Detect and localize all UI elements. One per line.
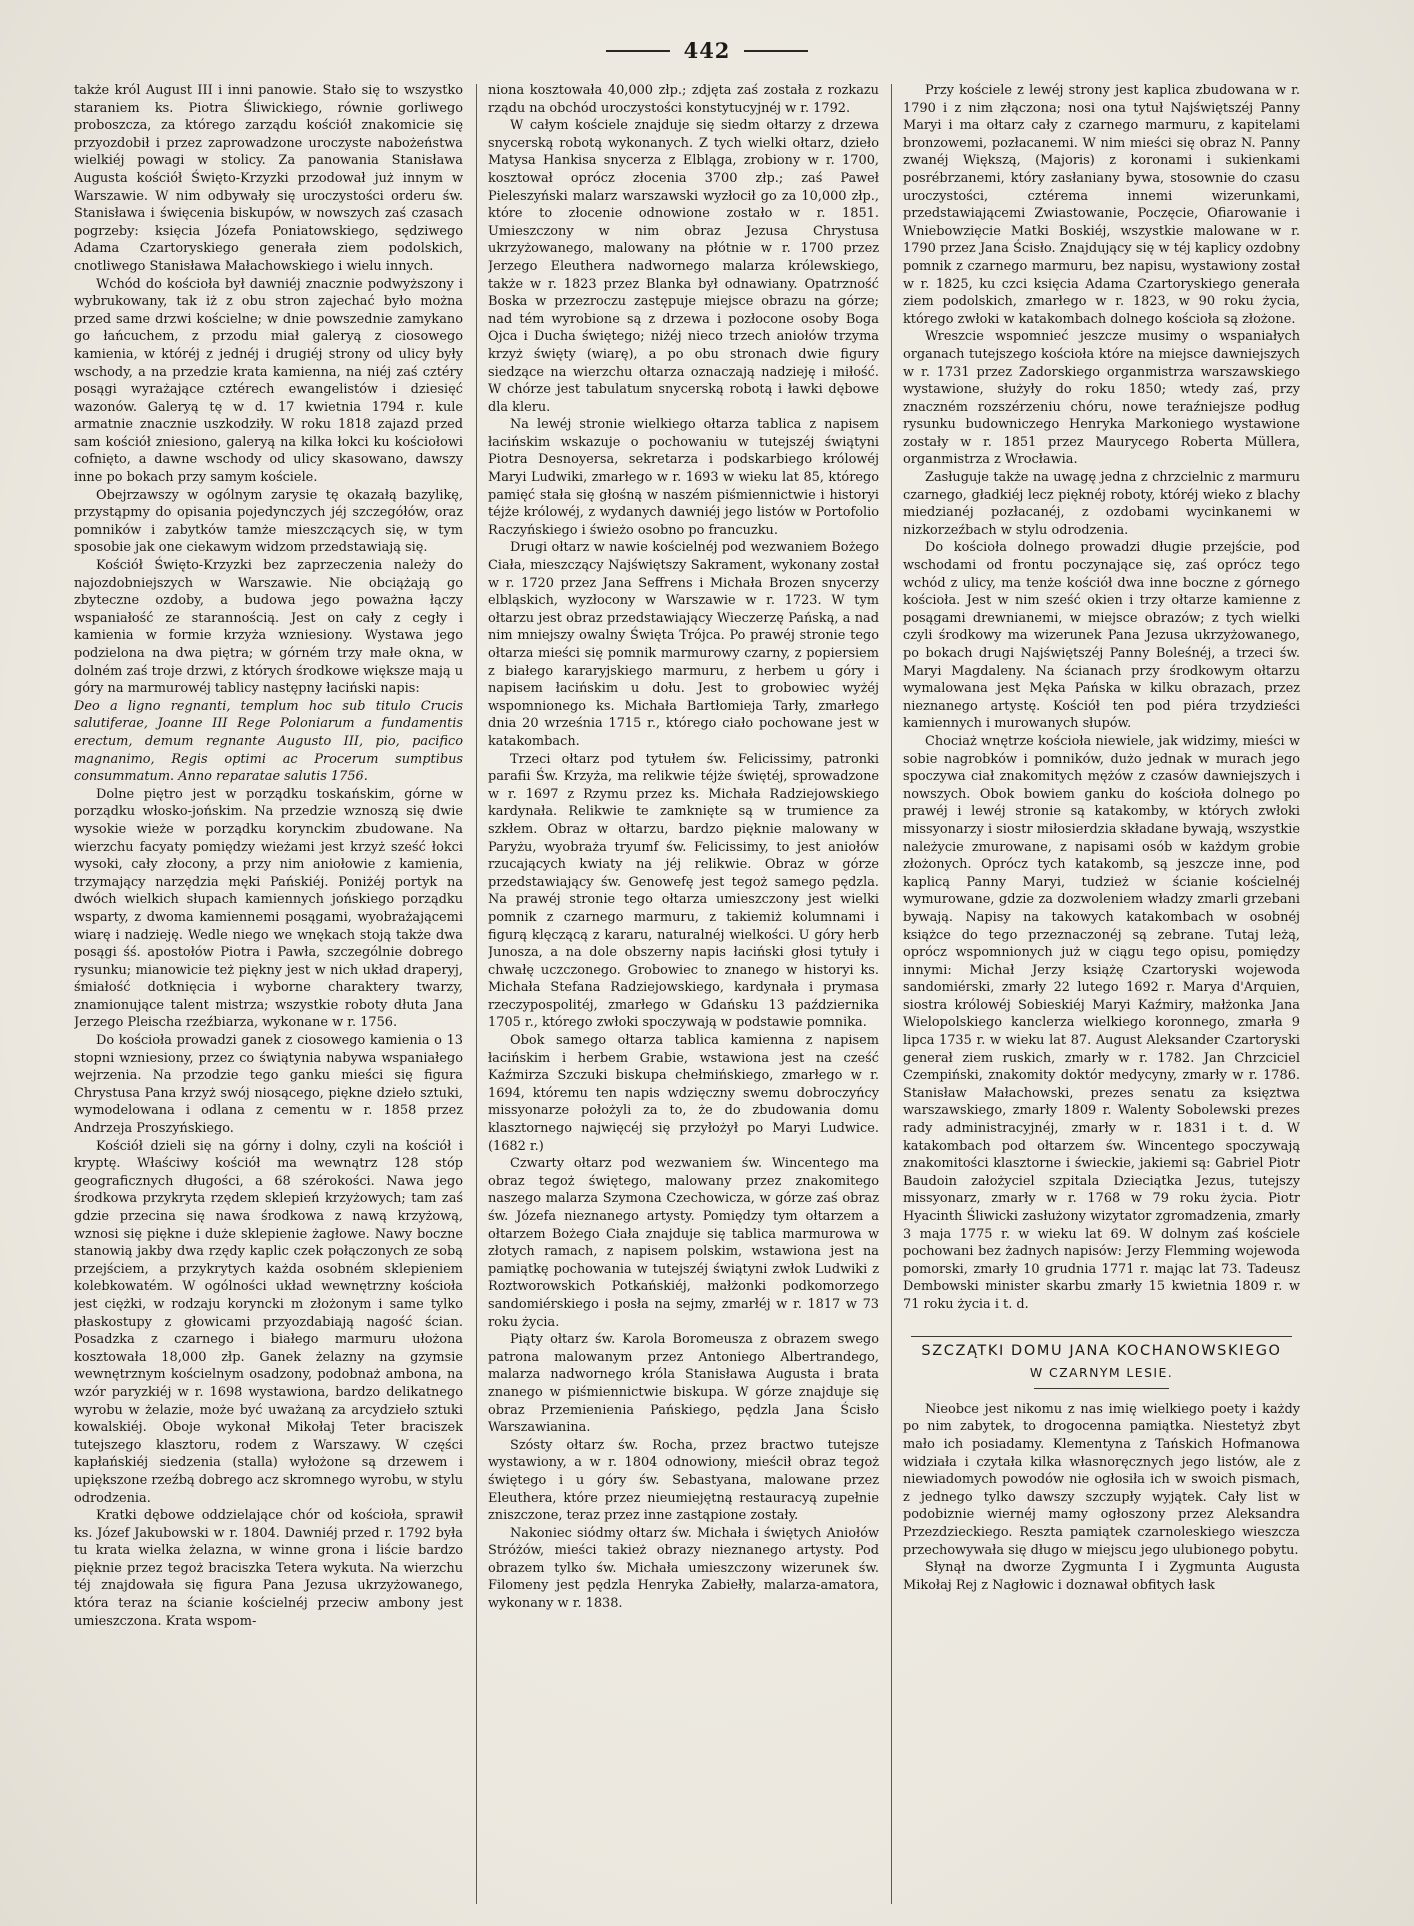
paragraph: W całym kościele znajduje się siedm ołtarzy z drzewa snycerską robotą wykonanych. Z tych wielki ołtarz, dzieło Matysa Hankisa snycerza z Elbląga, zrobiony w r. 1700, kosztował oprócz złocenia 3700 złp.; zaś Paweł Pieleszyński malarz warszawski wyzłocił go za 10,000 złp., które to złocenie odnowione zostało w r. 1851. Umieszczony w nim obraz Jezusa Chrystusa ukrzyżowanego, malowany na płótnie w r. 1700 przez Jerzego Eleuthera nadwornego malarza królewskiego, także w r. 1823 przez Blanka był odnawiany. Opatrzność Boska w przezroczu zastępuje miejsce obrazu na górze; nad tém wyrobione są z drzewa i pozłocone osoby Boga Ojca i Ducha świętego; niżéj nieco trzech aniołów trzyma krzyż święty (wiarę), a po obu stronach dwie figury siedzące na wierzchu ołtarza oznaczają nadzieję i miłość. W chórze jest tabulatum snycerską robotą i ławki dębowe dla kleru. — [488, 118, 879, 415]
paragraph: Chociaż wnętrze kościoła niewiele, jak widzimy, mieści w sobie nagrobków i pomników, dużo jednak w murach jego spoczywa ciał znakomitych mężów z czasów dawniejszych i nowszych. Obok bowiem ganku do kościoła dolnego po prawéj i lewéj stronie są katakomby, w których zwłoki missyonarzy i siostr miłosierdzia składane bywają, wszystkie należycie zmurowane, z napisami osób w każdym grobie złożonych. Oprócz tych katakomb, są jeszcze inne, pod kaplicą Panny Maryi, tudzież w ścianie kościelnéj wymurowane, gdzie za dozwoleniem władzy zmarli grzebani bywają. Napisy na takowych katakombach w osobnéj książce do tego przeznaczonéj są zebrane. Tutaj leżą, oprócz wspomnionych już w ciągu tego opisu, pomiędzy innymi: Michał Jerzy książę Czartoryski wojewoda sandomiérski, zmarły 22 lutego 1692 r. Marya d'Arquien, siostra królowéj Sobieskiéj Maryi Kaźmiry, małżonka Jana Wielopolskiego kanclerza wielkiego koronnego, zmarła 9 lipca 1735 r. w wieku lat 87. August Aleksander Czartoryski generał ziem ruskich, zmarły w r. 1782. Jan Chrzciciel Czempiński, znakomity doktór medycyny, zmarły w r. 1786. Stanisław Małachowski, prezes senatu za księztwa warszawskiego, zmarły 1809 r. Walenty Sobolewski prezes rady administracyjnéj, zmarły w r. 1831 i t. d. W katakombach pod ołtarzem św. Wincentego spoczywają znakomitości klasztorne i świeckie, jakiemi są: Gabriel Piotr Baudoin założyciel szpitala Dzieciątka Jezus, tutejszy missyonarz, zmarły w r. 1768 w 79 roku życia. Piotr Hyacinth Śliwicki zasłużony wizytator zgromadzenia, zmarły 3 maja 1775 r. w wieku lat 69. W dolnym zaś kościele pochowani bez żadnych napisów: Jerzy Flemming wojewoda pomorski, zmarły 10 grudnia 1771 r. mając lat 73. Tadeusz Dembowski minister skarbu zmarły 15 kwietnia 1809 r. w 71 roku życia i t. d. — [903, 733, 1300, 1312]
heading-rule-short — [1034, 1388, 1169, 1389]
text-column-1 — [74, 82, 463, 1916]
paragraph: Do kościoła dolnego prowadzi długie przejście, pod wschodami od frontu poczynające się, zaś oprócz tego wchód z ulicy, ma tenże kościół dwa inne boczne z górnego kościoła. Jest w nim sześć okien i trzy ołtarze kamienne z posągami drewnianemi, w miejsce obrazów; z tych wielki czyli środkowy ma wizerunek Pana Jezusa ukrzyżowanego, po bokach drugi Najświętszéj Panny Boleśnéj, a trzeci św. Maryi Magdaleny. Na ścianach przy środkowym ołtarzu wymalowana jest Męka Pańska w kilku obrazach, przez nieznanego artystę. Kościół ten pod piéra trzydzieści kamiennych i murowanych słupów. — [903, 540, 1300, 732]
paragraph: także król August III i inni panowie. Stało się to wszystko staraniem ks. Piotra Śliwickiego, równie gorliwego proboszcza, za którego zarządu kościół znakomicie się przyozdobił i przez zaprowadzone uroczyste nabożeństwa wielkiéj powagi w stolicy. Za panowania Stanisława Augusta kościół Święto-Krzyzki przodował już innym w Warszawie. W nim odbywały się uroczystości orderu św. Stanisława i święcenia biskupów, w nowszych zaś czasach pogrzeby: księcia Józefa Poniatowskiego, sędziwego Adama Czartoryskiego generała ziem podolskich, cnotliwego Stanisława Małachowskiego i wielu innych. — [74, 83, 463, 274]
paragraph: Nieobce jest nikomu z nas imię wielkiego poety i każdy po nim zabytek, to drogocenna pamiątka. Niestetyż zbyt mało ich posiadamy. Klementyna z Tańskich Hofmanowa widziała i czytała kilka własnoręcznych jego listów, ale z niewiadomych powodów nie ogłosiła ich w swoich pismach, z jednego tylko dawszy szczupły wyjątek. Cały list w podobiznie wiernéj mamy ogłoszony przez Aleksandra Przezdzieckiego. Reszta pamiątek czarnoleskiego wieszcza przechowywała się długo w miejscu jego ulubionego pobytu. — [903, 1401, 1300, 1558]
paragraph: Piąty ołtarz św. Karola Boromeusza z obrazem swego patrona malowanym przez Antoniego Albertrandego, malarza nadwornego króla Stanisława Augusta i brata znanego w piśmiennictwie biskupa. W górze znajduje się obraz Przemienienia Pańskiego, pędzla Jana Ścisło Warszawianina. — [488, 1332, 879, 1436]
text-column-2 — [488, 82, 879, 1916]
paragraph: niona kosztowała 40,000 złp.; zdjęta zaś została z rozkazu rządu na obchód uroczystości konstytucyjnéj w r. 1792. — [488, 83, 879, 116]
paragraph: Przy kościele z lewéj strony jest kaplica zbudowana w r. 1790 i z nim złączona; nosi ona tytuł Najświętszéj Panny Maryi i ma ołtarz cały z czarnego marmuru, z kapitelami bronzowemi, pozłacanemi. W nim mieści się obraz N. Panny zwanéj Większą, (Majoris) z koronami i sukienkami posrébrzanemi, który zasłaniany bywa, stosownie do czasu uroczystości, cztérema innemi wizerunkami, przedstawiającemi Zwiastowanie, Poczęcie, Ofiarowanie i Wniebowzięcie Matki Boskiéj, wszystkie malowane w r. 1790 przez Jana Ścisło. Znajdujący się w téj kaplicy ozdobny pomnik z czarnego marmuru, bez napisu, wystawiony został w r. 1825, ku czci księcia Adama Czartoryskiego generała ziem podolskich, zmarłego w r. 1823, w 90 roku życia, którego zwłoki w katakombach dolnego kościoła są złożone. — [903, 83, 1300, 327]
section-subtitle: W CZARNYM LESIE. — [1029, 1365, 1174, 1381]
paragraph: Słynął na dworze Zygmunta I i Zygmunta Augusta Mikołaj Rej z Nagłowic i doznawał obfitych łask — [903, 1560, 1300, 1593]
text-column-3 — [903, 82, 1300, 1916]
paragraph: Kościół dzieli się na górny i dolny, czyli na kościół i kryptę. Właściwy kościół ma wewnątrz 128 stóp geograficznych długości, a 68 szérokości. Nawa jego środkowa przykryta rzędem sklepień krzyżowych; tam zaś gdzie przecina się nawa środkowa z nawą krzyżową, wznosi się piękne i duże sklepienie żagłowe. Nawy boczne stanowią jakby dwa rzędy kaplic czek połączonych ze sobą przejściem, a przykrytych każda osobném sklepieniem kolebkowatém. W ogólności układ wewnętrzny kościoła jest ciężki, w rodzaju koryncki m złożonym i same tylko płaskostupy z głowicami przyozdabiają nagość ścian. Posadzka z czarnego i białego marmuru ułożona kosztowała 18,000 złp. Ganek żelazny na gzymsie wewnętrznym kościelnym osadzony, podobnaż ambona, na wzór paryzkiéj w r. 1698 wystawiona, bardzo delikatnego wyrobu w żelazie, może być uważaną za arcydzieło sztuki kowalskiéj. Oboje wykonał Mikołaj Teter braciszek tutejszego klasztoru, rodem z Warszawy. W części kapłańskiéj siedzenia (stalla) wyłożone są drzewem i upiększone rzeźbą dobrego acz skromnego wyrobu, w stylu odrodzenia. — [74, 1138, 463, 1506]
paragraph: Dolne piętro jest w porządku toskańskim, górne w porządku włosko-jońskim. Na przedzie wznoszą się dwie wysokie wieże w porządku korynckim zbudowane. Na wierzchu facyaty pomiędzy wieżami jest krzyż sześć łokci wysoki, cały złocony, a przy nim aniołowie z kamienia, trzymający narzędzia męki Pańskiéj. Poniżéj portyk na dwóch wielkich słupach kamiennych jońskiego porządku wsparty, z dwoma kamiennemi posągami, wyobrażającemi wiarę i nadzieję. Wedle niego we wnękach stoją także dwa posągi śś. apostołów Piotra i Pawła, szczególnie dobrego rysunku; mianowicie też piękny jest w nich układ draperyj, śmiałość dotknięcia i wyborne charaktery twarzy, znamionujące talent mistrza; wszystkie roboty dłuta Jana Jerzego Pleischa rzeźbiarza, wykonane w r. 1756. — [74, 786, 463, 1031]
paragraph: Wchód do kościoła był dawniéj znacznie podwyższony i wybrukowany, tak iż z obu stron zajechać było można przed same drzwi kościelne; w dnie powszednie zamykano go łańcuchem, z przodu miał galeryą z ciosowego kamienia, w któréj z jednéj i drugiéj strony od ulicy były wschody, a na przedzie krata kamienna, na niéj zaś cztéry posągi wyrażające cztérech ewangelistów i dziesięć wazonów. Galeryą tę w d. 17 kwietnia 1794 r. kule armatnie znacznie uszkodziły. W roku 1818 zajazd przed sam kościół zniesiono, galeryą na kilka łokci ku kościołowi cofnięto, a dawne wschody od ulicy skasowano, dawszy inne po bokach przy samym kościele. — [74, 276, 463, 486]
section-title: SZCZĄTKI DOMU JANA KOCHANOWSKIEGO — [921, 1342, 1282, 1359]
paragraph: Wreszcie wspomnieć jeszcze musimy o wspaniałych organach tutejszego kościoła które na miejsce dawniejszych w r. 1731 przez Zadorskiego organmistrza warszawskiego wystawione, służyły do roku 1850; wtedy zaś, przy znaczném rozszérzeniu chóru, nowe teraźniejsze podług rysunku budowniczego Henryka Markoniego wystawione zostały w r. 1851 przez Maurycego Roberta Müllera, organmistrza z Wrocławia. — [903, 329, 1300, 468]
paragraph: Zasługuje także na uwagę jedna z chrzcielnic z marmuru czarnego, gładkiéj lecz pięknéj roboty, któréj wieko z blachy miedzianéj pozłacanéj, z ozdobami wycinkanemi w nizkorzeźbach w stylu odrodzenia. — [903, 470, 1300, 538]
paragraph: Obejrzawszy w ogólnym zarysie tę okazałą bazylikę, przystąpmy do opisania pojedynczych jéj szczegółów, oraz pomników i zabytków tamże mieszczących się, w tym sposobie jak one ciekawym widzom przedstawiają się. — [74, 487, 463, 556]
paragraph: Na lewéj stronie wielkiego ołtarza tablica z napisem łacińskim wskazuje o pochowaniu w tutejszéj świątyni Piotra Desnoyersa, sekretarza i podskarbiego królowéj Maryi Ludwiki, zmarłego w r. 1693 w wieku lat 85, którego pamięć stała się głośną w naszém piśmiennictwie i historyi téjże królowéj, z wydanych dawniéj jego listów w Portofolio Raczyńskiego i świeżo osobno po francuzku. — [488, 417, 879, 538]
paragraph: Trzeci ołtarz pod tytułem św. Felicissimy, patronki parafii Św. Krzyża, ma relikwie téjże świętéj, sprowadzone w r. 1697 z Rzymu przez ks. Michała Radziejowskiego kardynała. Relikwie te zamknięte są w trumience za szkłem. Obraz w ołtarzu, bardzo pięknie malowany w Paryżu, wyobraża tryumf św. Felicissimy, to jest aniołów rzucających kwiaty na jéj relikwie. Obraz w górze przedstawiający św. Genowefę jest tegoż samego pędzla. Na prawéj stronie tego ołtarza umieszczony jest wielki pomnik z czarnego marmuru, z takiemiż kolumnami i figurą klęczącą z kararu, naturalnéj wielkości. U góry herb Junosza, a na dole obszerny napis łaciński głosi tytuły i chwałę uczczonego. Grobowiec to znanego w historyi ks. Michała Stefana Radziejowskiego, kardynała i prymasa rzeczypospolitéj, zmarłego w Gdańsku 13 października 1705 r., którego zwłoki spoczywają w podstawie pomnika. — [488, 751, 879, 1031]
paragraph: Nakoniec siódmy ołtarz św. Michała i świętych Aniołów Stróżów, mieści takież obrazy nieznanego artysty. Pod obrazem tylko św. Michała umieszczony wizerunek św. Filomeny jest pędzla Henryka Zabiełły, malarza-amatora, wykonany w r. 1838. — [488, 1525, 879, 1612]
page-number-header — [0, 38, 1414, 63]
paragraph: Szósty ołtarz św. Rocha, przez bractwo tutejsze wystawiony, a w r. 1804 odnowiony, mieścił obraz tegoż świętego i u góry św. Sebastyana, malowane przez Eleuthera, które przez nieumiejętną restauracyą zupełnie zniszczone, teraz przez inne zastąpione zostały. — [488, 1437, 879, 1524]
paragraph: Drugi ołtarz w nawie kościelnéj pod wezwaniem Bożego Ciała, mieszczący Najświętszy Sakrament, wykonany został w r. 1720 przez Jana Seffrens i Michała Brozen snycerzy elbląskich, wyzłocony w Warszawie w r. 1723. W tym ołtarzu jest obraz przedstawiający Wieczerzę Pańską, a nad nim mniejszy owalny Święta Trójca. Po prawéj stronie tego ołtarza mieści się pomnik marmurowy czarny, z popiersiem z białego kararyjskiego marmuru, z herbem u góry i napisem łacińskim u dołu. Jest to grobowiec wyżéj wspomnionego ks. Michała Bartłomieja Tarły, zmarłego dnia 20 września 1715 r., którego ciało pochowane jest w katakombach. — [488, 540, 879, 749]
section-heading — [903, 1336, 1300, 1389]
heading-rule — [911, 1336, 1292, 1337]
paragraph: Obok samego ołtarza tablica kamienna z napisem łacińskim i herbem Grabie, wstawiona jest na cześć Kaźmirza Szczuki biskupa chełmińskiego, zmarłego w r. 1694, któremu ten napis wdzięczny swemu dobroczyńcy missyonarze położyli za to, że do zbudowania domu klasztornego najwięcéj się przyłożył po Maryi Ludwice. (1682 r.) — [488, 1033, 879, 1154]
paragraph: Czwarty ołtarz pod wezwaniem św. Wincentego ma obraz tegoż świętego, malowany przez znakomitego naszego malarza Szymona Czechowicza, w górze zaś obraz św. Józefa nieznanego artysty. Pomiędzy tym ołtarzem a ołtarzem Bożego Ciała znajduje się tablica marmurowa w złotych ramach, z napisem polskim, wstawiona jest na pamiątkę pochowania w tutejszéj świątyni zwłok Ludwiki z Roztworowskich Potkańskiéj, małżonki podkomorzego sandomiérskiego i posła na sejmy, zmarłéj w r. 1817 w 73 roku życia. — [488, 1156, 879, 1330]
paragraph: Do kościoła prowadzi ganek z ciosowego kamienia o 13 stopni wzniesiony, przez co świątynia nabywa wspaniałego wejrzenia. Na przodzie tego ganku mieści się figura Chrystusa Pana krzyż swój niosącego, piękne dzieło sztuki, wymodelowana i odlana z cementu w r. 1858 przez Andrzeja Proszyńskiego. — [74, 1033, 463, 1137]
paragraph: Kościół Święto-Krzyzki bez zaprzeczenia należy do najozdobniejszych w Warszawie. Nie obciążają go zbyteczne ozdoby, a budowa jego poważna łączy wspaniałość ze starannością. Jest on cały z cegły i kamienia w formie krzyża wzniesiony. Wystawa jego podzielona na dwa piętra; w górném trzy małe okna, w dolném zaś troje drzwi, z których środkowe większe mają u góry na marmurowéj tablicy następny łaciński napis: — [74, 558, 463, 697]
column-rule-left — [476, 84, 477, 1904]
folio-dash-left — [606, 50, 670, 52]
folio-dash-right — [744, 50, 808, 52]
column-rule-right — [891, 84, 892, 1904]
page-number: 442 — [683, 38, 731, 63]
paragraph: Kratki dębowe oddzielające chór od kościoła, sprawił ks. Józef Jakubowski w r. 1804. Dawniéj przed r. 1792 była tu krata wielka żelazna, w winne grona i liście bardzo pięknie przez tegoż braciszka Tetera wykuta. Na wierzchu téj znajdowała się figura Pana Jezusa ukrzyżowanego, która teraz na ścianie kościelnéj przeciw ambony jest umieszczona. Krata wspom- — [74, 1508, 463, 1629]
latin-inscription: Deo a ligno regnanti, templum hoc sub titulo Crucis salutiferae, Joanne III Rege Poloniarum a fundamentis erectum, demum regnante Augusto III, pio, pacifico magnanimo, Regis optimi ac Procerum sumptibus consummatum. Anno reparatae salutis 1756. — [74, 698, 463, 785]
